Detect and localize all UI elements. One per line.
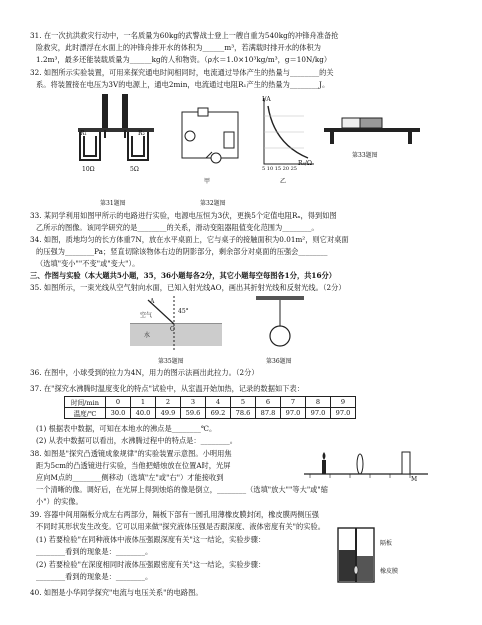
caption-fig33: 第33题图 bbox=[352, 152, 378, 159]
label-yi: 乙 bbox=[280, 178, 287, 185]
section-3-heading: 三、作图与实验（本大题共5小题，35，36小题每各2分，其它小题每空每图各1分，共16分） bbox=[30, 271, 337, 280]
question-39-part1-line1: (1) 若要检验"在同种液体中液体压强跟深度有关"这一结论，实验步骤： bbox=[36, 535, 266, 544]
table-cell: 40.0 bbox=[131, 408, 156, 419]
question-37: 37. 在"探究水沸腾时温度变化的特点"试验中，从室温开始加热，记录的数据如下表： bbox=[30, 384, 304, 393]
table-cell: 8 bbox=[306, 397, 331, 408]
table-row-temp bbox=[65, 408, 356, 419]
question-34-line3: （选填"变小""不变"或"变大"）。 bbox=[36, 259, 140, 268]
label-membrane: 橡皮膜 bbox=[380, 568, 399, 575]
figure-circuit bbox=[176, 102, 246, 172]
label-angle: 45° bbox=[178, 308, 189, 315]
figure-36 bbox=[250, 294, 310, 354]
caption-fig31: 第31题图 bbox=[100, 200, 126, 207]
axis-tick-labels: 5 10 15 20 25 bbox=[262, 166, 297, 172]
table-cell: 1 bbox=[131, 397, 156, 408]
table-header-temp: 温度/℃ bbox=[65, 408, 106, 419]
table-header-time: 时间/min bbox=[65, 397, 106, 408]
axis-r-label: R₄/Ω bbox=[298, 160, 312, 167]
figure-39 bbox=[336, 526, 376, 584]
question-39-line2: 不同时其形状发生改变。它可以用来做"探究液体压强是否跟深度、液体密度有关"的实验。 bbox=[36, 522, 325, 531]
question-38-line2: 距为5cm的凸透镜进行实验，当他把蜡烛放在位置A时，光屏 bbox=[36, 461, 231, 470]
table-cell: 97.0 bbox=[331, 408, 356, 419]
label-o: O bbox=[170, 326, 175, 333]
question-32-line2: 系。将装置接在电压为3V的电源上，通电2min，电流通过电阻R₁产生的热量为________J。 bbox=[36, 80, 330, 89]
question-31-line3: 1.2m³，最多还能装载质量为______kg的人和物资。（ρ水＝1.0×10³kg/m³，g＝10N/kg） bbox=[36, 55, 332, 64]
question-38-line3: 应向M点的________侧移动（选填"左"或"右"）才能接收到 bbox=[36, 473, 224, 482]
label-r1-value: 10Ω bbox=[82, 166, 95, 173]
label-air: 空气 bbox=[140, 312, 153, 319]
question-37-part2: (2) 从表中数据可以看出，水沸腾过程中的特点是：________。 bbox=[36, 436, 238, 445]
table-cell: 69.2 bbox=[206, 408, 231, 419]
question-38-line1: 38. 如图是"探究凸透镜成象规律"的实验装置示意图。小明用焦 bbox=[30, 449, 232, 458]
label-jia: 甲 bbox=[204, 178, 211, 185]
label-m: M bbox=[411, 476, 418, 483]
caption-fig35: 第35题图 bbox=[158, 358, 184, 365]
question-31-line2: 险救灾，此时漂浮在水面上的冲锋舟排开水的体积为______m³，若满载时排开水的体积为 bbox=[36, 43, 321, 52]
question-31-line1: 31. 在一次抗洪救灾行动中，一名质量为60kg的武警战士登上一艘自重为540kg的冲锋舟准备抢 bbox=[30, 31, 339, 40]
question-34-line1: 34. 如图，质地均匀的长方体重7N，放在水平桌面上，它与桌子的接触面积为0.01m²，则它对桌面 bbox=[30, 235, 349, 244]
label-r1: R₁ bbox=[80, 130, 87, 137]
question-38-line4: 一个清晰的像。调好后，在光屏上得到烛焰的像是倒立，________（选填"放大""等大"或"缩 bbox=[36, 485, 329, 494]
table-cell: 7 bbox=[281, 397, 306, 408]
question-39-part2-line1: (2) 若要检验"在深度相同时液体压强跟密度有关"这一结论，实验步骤： bbox=[36, 560, 266, 569]
question-34-line2: 的压强为________Pa；竖直切除该物体右边的阴影部分，剩余部分对桌面的压强会________ bbox=[36, 247, 328, 256]
question-33-line1: 33. 某同学利用如图甲所示的电路进行实验，电源电压恒为3伏，更换5个定值电阻Rₓ，得到如图 bbox=[30, 211, 337, 220]
question-32-line1: 32. 如图所示实验装置，可用来探究通电时间相同时，电流通过导体产生的热量与________的关 bbox=[30, 68, 334, 77]
label-baffle: 隔板 bbox=[380, 540, 393, 547]
question-35: 35. 如图所示，一束光线从空气射向水面，已知入射光线AO，画出其折射光线和反射光线。（2分） bbox=[30, 283, 346, 292]
table-cell: 78.6 bbox=[231, 408, 256, 419]
label-a: A bbox=[150, 298, 155, 305]
table-cell: 30.0 bbox=[106, 408, 131, 419]
table-cell: 3 bbox=[181, 397, 206, 408]
caption-fig36: 第36题图 bbox=[266, 358, 292, 365]
question-33-line2: 乙所示的图像。该同学研究的是________的关系，滑动变阻器阻值变化范围为________。 bbox=[36, 223, 319, 232]
question-39-part2-line2: ________看到的现象是：________。 bbox=[36, 572, 153, 581]
caption-fig32: 第32题图 bbox=[200, 200, 226, 207]
axis-i-label: I/A bbox=[262, 96, 271, 103]
table-cell: 49.9 bbox=[156, 408, 181, 419]
table-cell: 6 bbox=[256, 397, 281, 408]
table-cell: 4 bbox=[206, 397, 231, 408]
question-36: 36. 在图中，小球受到的拉力为4N，用力的图示法画出此拉力。（2分） bbox=[30, 368, 259, 377]
question-37-part1: (1) 根据表中数据，可知在本地水的沸点是________℃。 bbox=[36, 424, 217, 433]
question-39-part1-line2: ________看到的现象是：________。 bbox=[36, 547, 153, 556]
figure-35 bbox=[130, 294, 222, 354]
label-water: 水 bbox=[144, 332, 151, 339]
table-cell: 87.8 bbox=[256, 408, 281, 419]
question-38-line5: 小"）的实像。 bbox=[36, 497, 83, 506]
question-40: 40. 如图是小华同学探究"电流与电压关系"的电路图。 bbox=[30, 588, 203, 597]
table-cell: 97.0 bbox=[281, 408, 306, 419]
table-row-time bbox=[65, 397, 356, 408]
label-r2-value: 5Ω bbox=[130, 166, 139, 173]
table-cell: 97.0 bbox=[306, 408, 331, 419]
figure-33-block bbox=[320, 116, 430, 146]
table-cell: 2 bbox=[156, 397, 181, 408]
temperature-table bbox=[64, 396, 356, 419]
table-cell: 0 bbox=[106, 397, 131, 408]
table-cell: 59.6 bbox=[181, 408, 206, 419]
question-39-line1: 39. 容器中间用隔板分成左右两部分，隔板下部有一圆孔用薄橡皮膜封闭，橡皮膜两侧压强 bbox=[30, 510, 319, 519]
table-cell: 5 bbox=[231, 397, 256, 408]
table-cell: 9 bbox=[331, 397, 356, 408]
label-r2: R₂ bbox=[138, 130, 145, 137]
